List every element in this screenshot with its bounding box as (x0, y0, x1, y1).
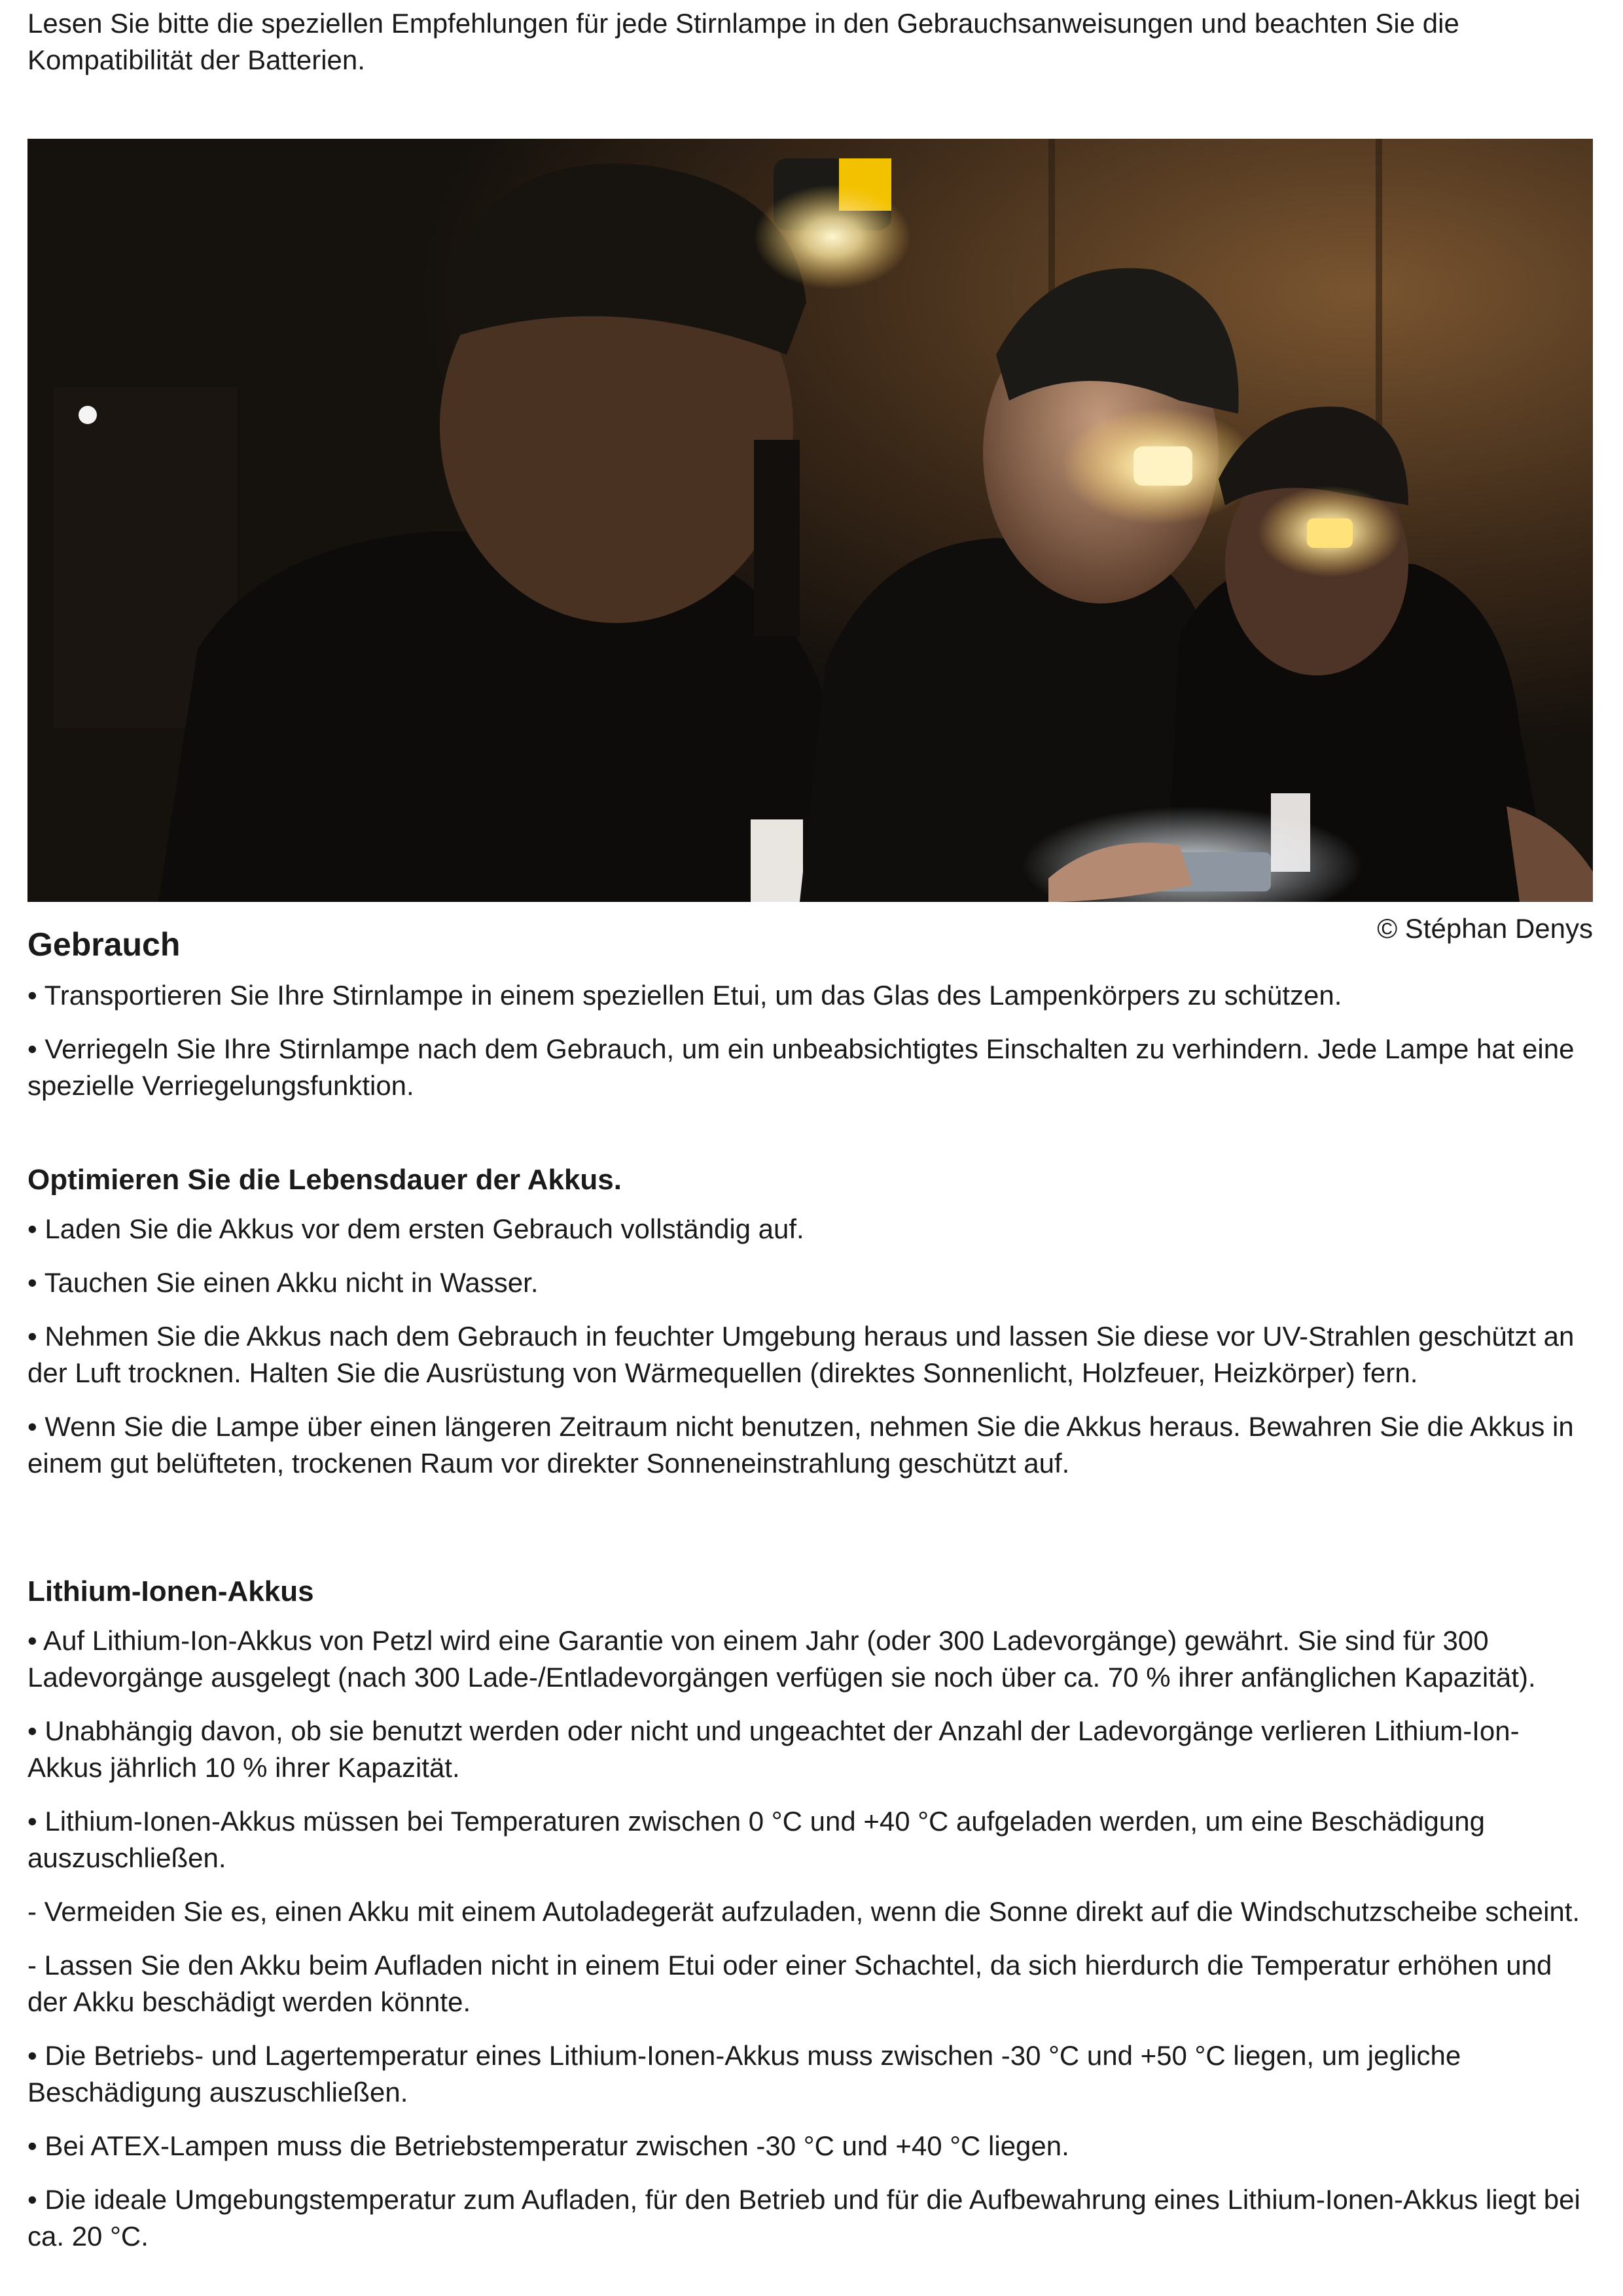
list-item: - Vermeiden Sie es, einen Akku mit einem Autoladegerät aufzuladen, wenn die Sonne direkt auf die Windschutzscheibe scheint. (27, 1896, 1580, 1927)
list-item: • Nehmen Sie die Akkus nach dem Gebrauch in feuchter Umgebung heraus und lassen Sie diese vor UV-Strahlen geschützt an der Luft trocknen. Halten Sie die Ausrüstung von Wärmequellen (direktes Sonnenlicht, Holzfeuer, Heizkörper) fern. (27, 1321, 1575, 1388)
section-gebrauch (27, 925, 1593, 1104)
heading-optimieren: Optimieren Sie die Lebensdauer der Akkus. (27, 1164, 622, 1196)
heading-gebrauch: Gebrauch (27, 926, 181, 963)
list-item: • Die Betriebs- und Lagertemperatur eines Lithium-Ionen-Akkus muss zwischen -30 °C und +50 °C liegen, um jegliche Beschädigung auszuschließen. (27, 2040, 1461, 2108)
photo-credit: © Stéphan Denys (1377, 913, 1593, 944)
list-item: • Die ideale Umgebungstemperatur zum Aufladen, für den Betrieb und für die Aufbewahrung eines Lithium-Ionen-Akkus liegt bei ca. 20 °C. (27, 2184, 1580, 2251)
list-item: • Tauchen Sie einen Akku nicht in Wasser. (27, 1267, 539, 1298)
list-item: • Lithium-Ionen-Akkus müssen bei Temperaturen zwischen 0 °C und +40 °C aufgeladen werden, um eine Beschädigung auszuschließen. (27, 1806, 1485, 1873)
list-item: • Auf Lithium-Ion-Akkus von Petzl wird eine Garantie von einem Jahr (oder 300 Ladevorgänge) gewährt. Sie sind für 300 Ladevorgänge ausgelegt (nach 300 Lade-/Entladevorgängen verfügen sie noch über ca. 70 % ihrer anfänglichen Kapazität). (27, 1625, 1536, 1693)
heading-lithium: Lithium-Ionen-Akkus (27, 1575, 314, 1607)
list-item: • Laden Sie die Akkus vor dem ersten Gebrauch vollständig auf. (27, 1213, 804, 1244)
list-item: • Unabhängig davon, ob sie benutzt werden oder nicht und ungeachtet der Anzahl der Ladevorgänge verlieren Lithium-Ion-Akkus jährlich 10 % ihrer Kapazität. (27, 1715, 1520, 1783)
list-item: • Transportieren Sie Ihre Stirnlampe in einem speziellen Etui, um das Glas des Lampenkörpers zu schützen. (27, 980, 1342, 1011)
section-lithium (27, 1574, 1593, 2255)
list-item: • Bei ATEX-Lampen muss die Betriebstemperatur zwischen -30 °C und +40 °C liegen. (27, 2130, 1069, 2161)
section-optimieren (27, 1162, 1593, 1482)
list-item: - Lassen Sie den Akku beim Aufladen nicht in einem Etui oder einer Schachtel, da sich hierdurch die Temperatur erhöhen und der Akku beschädigt werden könnte. (27, 1950, 1552, 2017)
list-item: • Verriegeln Sie Ihre Stirnlampe nach dem Gebrauch, um ein unbeabsichtigtes Einschalten zu verhindern. Jede Lampe hat eine spezielle Verriegelungsfunktion. (27, 1033, 1575, 1101)
intro-paragraph: Lesen Sie bitte die speziellen Empfehlungen für jede Stirnlampe in den Gebrauchsanweisungen und beachten Sie die Kompatibilität der Batterien. (27, 8, 1459, 75)
photo-illustration (27, 139, 1593, 902)
list-item: • Wenn Sie die Lampe über einen längeren Zeitraum nicht benutzen, nehmen Sie die Akkus heraus. Bewahren Sie die Akkus in einem gut belüfteten, trockenen Raum vor direkter Sonneneinstrahlung geschützt auf. (27, 1411, 1574, 1479)
headlamp-photo (27, 139, 1593, 902)
